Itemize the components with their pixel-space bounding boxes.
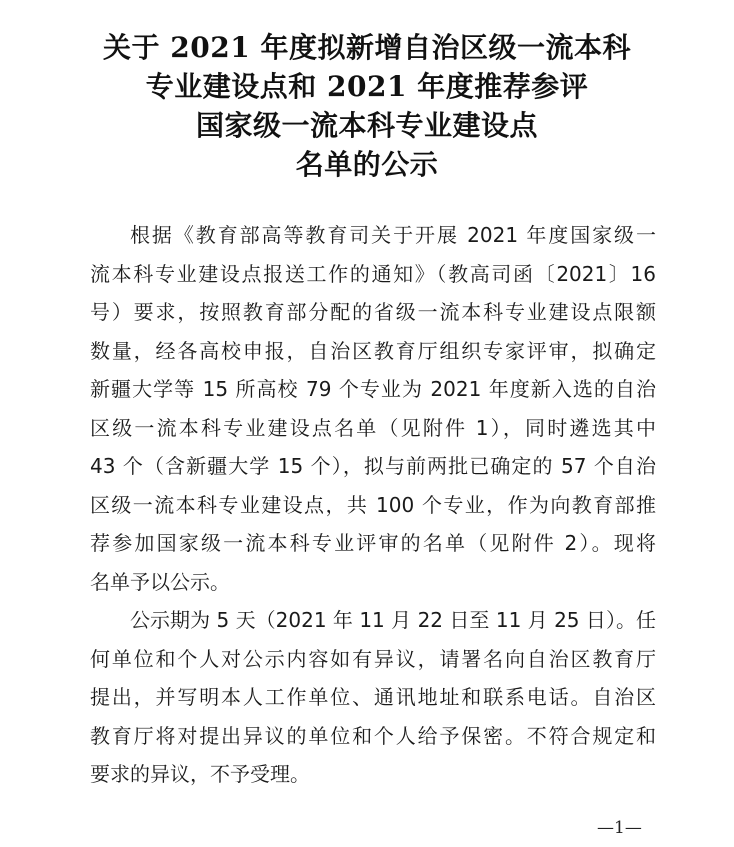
body-line: 荐参加国家级一流本科专业评审的名单（见附件 2）。现将 [90,531,656,555]
title-line: 关于 2021 年度拟新增自治区级一流本科 [103,31,631,64]
title-line: 国家级一流本科专业建设点 [195,109,538,142]
paragraph-1 [90,216,656,601]
body-line: 教育厅将对提出异议的单位和个人给予保密。不符合规定和 [90,723,656,748]
document-title [0,28,734,184]
body-line: 新疆大学等 15 所高校 79 个专业为 2021 年度新入选的自治 [90,377,656,401]
body-line: 数量，经各高校申报，自治区教育厅组织专家评审，拟确定 [90,338,656,363]
body-line: 何单位和个人对公示内容如有异议，请署名向自治区教育厅 [90,646,656,671]
body-line: 区级一流本科专业建设点名单（见附件 1），同时遴选其中 [90,415,656,440]
paragraph-2 [90,601,656,794]
page-number: —1— [597,818,642,838]
body-line: 提出，并写明本人工作单位、通讯地址和联系电话。自治区 [90,685,656,709]
body-line: 根据《教育部高等教育司关于开展 2021 年度国家级一 [130,223,656,247]
body-line: 区级一流本科专业建设点，共 100 个专业，作为向教育部推 [90,492,656,517]
body-line: 号）要求，按照教育部分配的省级一流本科专业建设点限额 [90,300,656,324]
body-line: 公示期为 5 天（2021 年 11 月 22 日至 11 月 25 日）。任 [130,608,656,632]
body-line: 名单予以公示。 [90,569,230,594]
body-line: 43 个（含新疆大学 15 个），拟与前两批已确定的 57 个自治 [90,454,656,478]
title-line: 名单的公示 [295,148,439,181]
body-line: 流本科专业建设点报送工作的通知》（教高司函〔2021〕16 [90,261,656,286]
body-line: 要求的异议，不予受理。 [90,762,310,786]
document-body [90,216,656,794]
title-line: 专业建设点和 2021 年度推荐参评 [145,70,589,103]
